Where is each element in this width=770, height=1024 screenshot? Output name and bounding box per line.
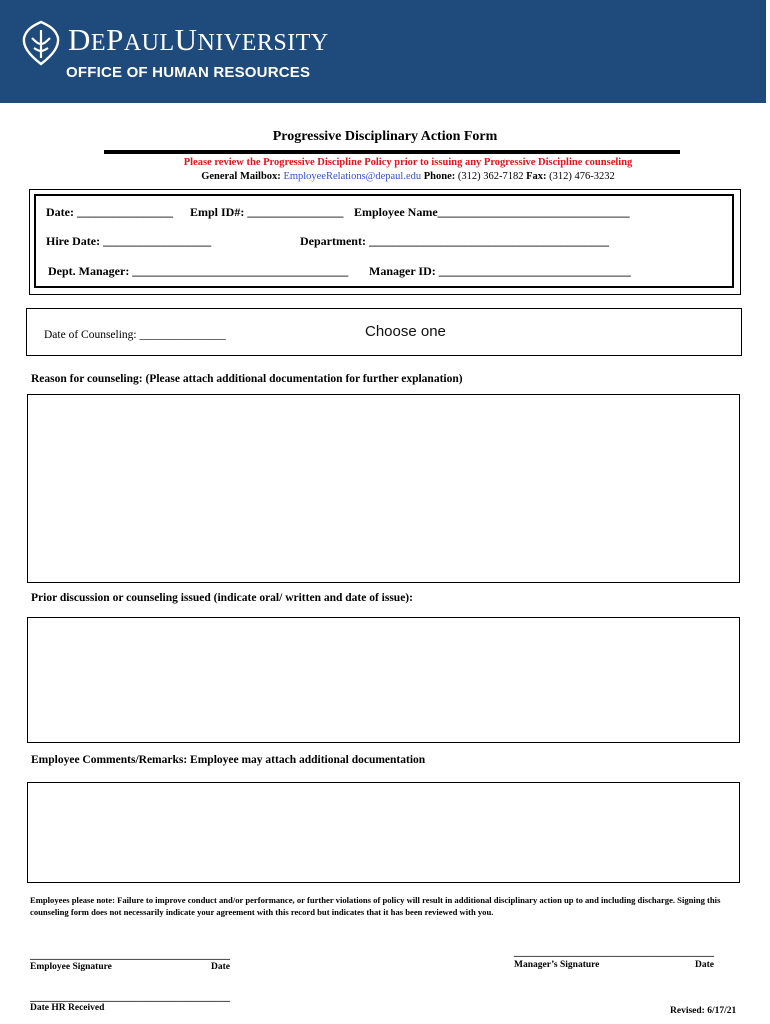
fax-label: Fax: (526, 171, 547, 182)
fax-value: (312) 476-3232 (549, 171, 615, 182)
phone-value: (312) 362-7182 (457, 171, 524, 182)
prior-discussion-textarea[interactable] (27, 617, 740, 743)
manager-date-label: Date (695, 960, 714, 970)
comments-textarea[interactable] (27, 782, 740, 883)
hr-received-label: Date HR Received (30, 1003, 105, 1013)
revised-date: Revised: 6/17/21 (670, 1006, 737, 1016)
hire-date-field[interactable]: Hire Date: __________________ (46, 234, 212, 248)
mailbox-email-link[interactable]: EmployeeRelations@depaul.edu (283, 171, 422, 182)
manager-signature-label: Manager’s Signature (514, 960, 600, 970)
brand-name: DEPAULUNIVERSITY (68, 22, 329, 57)
employee-name-field[interactable]: Employee Name________________________________ (354, 205, 630, 219)
contact-line (0, 171, 770, 182)
employee-note: Employees please note: Failure to improve conduct and/or performance, or further violations of policy will result in additional disciplinary action up to and including discharge. Signing this counseling form does not necessarily indicate your agreement with this record but indicates that it has been reviewed with you. (30, 895, 721, 917)
counseling-date-field[interactable]: Date of Counseling: _______________ (44, 329, 226, 341)
depaul-logo-icon (20, 20, 62, 66)
dept-manager-field[interactable]: Dept. Manager: ____________________________________ (48, 264, 349, 278)
phone-label: Phone: (423, 171, 456, 182)
policy-notice: Please review the Progressive Discipline Policy prior to issuing any Progressive Discipline counseling (183, 157, 633, 168)
hr-received-line[interactable]: ________________________________________ (30, 992, 230, 1003)
employee-date-label: Date (211, 962, 230, 972)
department-field[interactable]: Department: ________________________________________ (300, 234, 609, 248)
counseling-type-select[interactable]: Choose one (365, 323, 446, 340)
title-rule (104, 150, 680, 154)
empl-id-field[interactable]: Empl ID#: ________________ (190, 205, 344, 219)
employee-signature-label: Employee Signature (30, 962, 112, 972)
comments-label: Employee Comments/Remarks: Employee may attach additional documentation (31, 754, 426, 766)
date-field[interactable]: Date: ________________ (46, 205, 173, 219)
reason-textarea[interactable] (27, 394, 740, 583)
mailbox-label: General Mailbox: (201, 171, 281, 182)
employee-signature-line[interactable]: ________________________________________ (30, 950, 230, 961)
manager-signature-line[interactable]: ________________________________________ (514, 947, 714, 958)
prior-discussion-label: Prior discussion or counseling issued (indicate oral/ written and date of issue): (31, 592, 413, 604)
reason-label: Reason for counseling: (Please attach additional documentation for further explanation) (31, 373, 463, 385)
manager-id-field[interactable]: Manager ID: ________________________________ (369, 264, 631, 278)
form-title: Progressive Disciplinary Action Form (272, 129, 498, 144)
office-name: OFFICE OF HUMAN RESOURCES (66, 64, 311, 81)
